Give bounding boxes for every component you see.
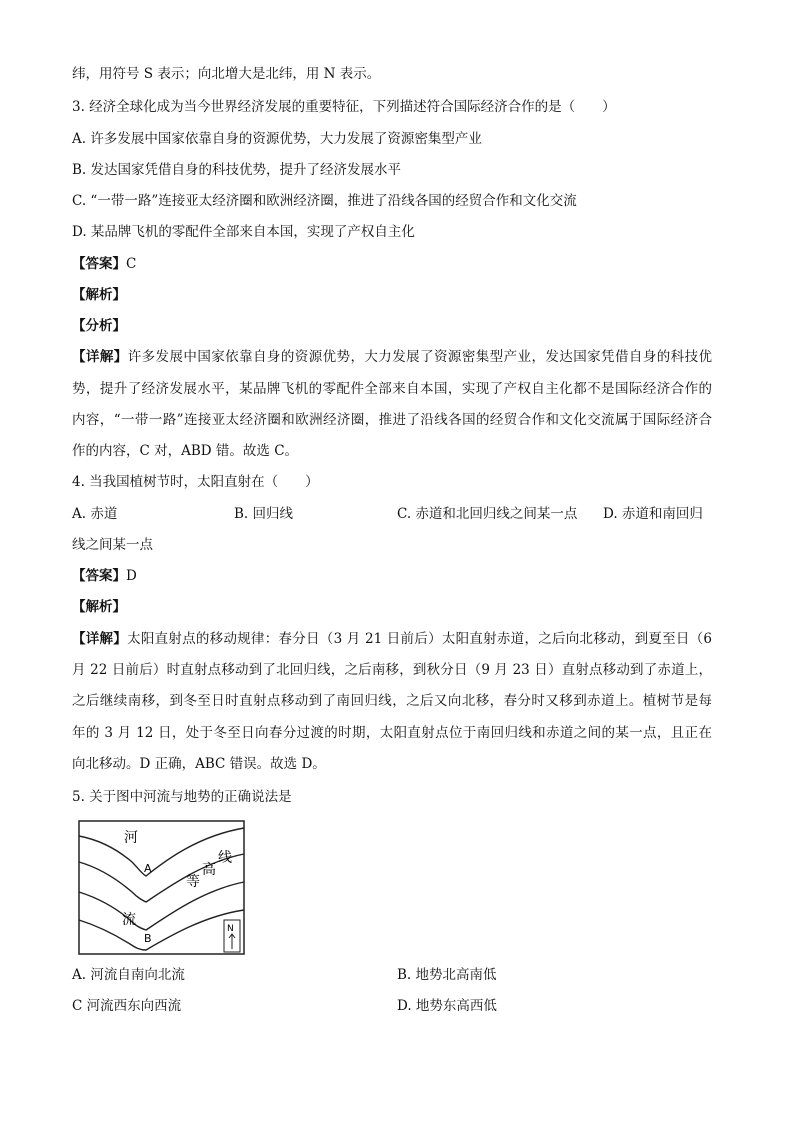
q4-answer <box>72 566 137 586</box>
north-label: N <box>227 924 234 934</box>
q4-option-d-wrap: 线之间某一点 <box>72 537 153 553</box>
q3-option-b: B. 发达国家凭借自身的科技优势，提升了经济发展水平 <box>72 162 402 178</box>
q4-detail-line-1 <box>72 629 712 649</box>
q4-option-c: C. 赤道和北回归线之间某一点 <box>397 506 578 522</box>
q5-option-a: A. 河流自南向北流 <box>72 967 185 983</box>
q4-option-a: A. 赤道 <box>72 506 118 522</box>
contour-map <box>78 820 246 956</box>
q3-option-a: A. 许多发展中国家依靠自身的资源优势，大力发展了资源密集型产业 <box>72 131 482 147</box>
q4-detail-line-4: 年的 3 月 12 日，处于冬至日向春分过渡的时期，太阳直射点位于南回归线和赤道之间的某一点，且正在 <box>72 725 712 741</box>
q3-detail-line-3: 内容，“一带一路”连接亚太经济圈和欧洲经济圈，推进了沿线各国的经贸合作和文化交流属于国际经济合 <box>72 412 712 428</box>
point-a-label: A <box>144 862 152 875</box>
answer-value: C <box>126 256 137 272</box>
q5-option-d: D. 地势东高西低 <box>397 998 497 1014</box>
q3-answer <box>72 254 136 274</box>
q3-stem: 3. 经济全球化成为当今世界经济发展的重要特征，下列描述符合国际经济合作的是（ ） <box>72 99 616 115</box>
point-b-label: B <box>144 932 152 945</box>
map-frame <box>79 821 244 954</box>
q5-stem: 5. 关于图中河流与地势的正确说法是 <box>72 789 292 805</box>
q4-stem: 4. 当我国植树节时，太阳直射在（ ） <box>72 474 319 490</box>
detail-text: 许多发展中国家依靠自身的资源优势，大力发展了资源密集型产业，发达国家凭借自身的科技优 <box>127 349 713 365</box>
q3-detail-line-1 <box>72 347 712 367</box>
q5-option-c: C 河流西东向西流 <box>72 998 182 1014</box>
map-label-liu: 流 <box>122 912 136 928</box>
q4-detail-line-5: 向北移动。D 正确，ABC 错误。故选 D。 <box>72 756 326 772</box>
map-label-he: 河 <box>124 830 138 846</box>
answer-tag: 【答案】 <box>72 256 126 272</box>
answer-value: D <box>126 568 137 584</box>
intro-text: 纬，用符号 S 表示；向北增大是北纬，用 N 表示。 <box>72 66 381 82</box>
map-label-deng: 等 <box>186 874 200 890</box>
detail-tag: 【详解】 <box>72 349 128 365</box>
q5-option-b: B. 地势北高南低 <box>397 967 497 983</box>
q3-detail-line-2: 势，提升了经济发展水平，某品牌飞机的零配件全部来自本国，实现了产权自主化都不是国际经济合作的 <box>72 381 712 397</box>
answer-tag: 【答案】 <box>72 568 126 584</box>
detail-text: 太阳直射点的移动规律：春分日（3 月 21 日前后）太阳直射赤道，之后向北移动，到夏至日（6 <box>127 631 713 647</box>
q3-option-c: C. “一带一路”连接亚太经济圈和欧洲经济圈，推进了沿线各国的经贸合作和文化交流 <box>72 193 577 209</box>
detail-tag: 【详解】 <box>72 631 128 647</box>
q3-fenxi-tag: 【分析】 <box>72 318 126 334</box>
q4-detail-line-3: 之后继续南移，到冬至日时直射点移动到了南回归线，之后又向北移，春分时又移到赤道上。植树节是每 <box>72 693 712 709</box>
map-label-gao: 高 <box>202 862 216 878</box>
q3-detail-line-4: 作的内容，C 对，ABD 错。故选 C。 <box>72 443 299 459</box>
q3-jiexi-tag: 【解析】 <box>72 287 126 303</box>
q4-option-d: D. 赤道和南回归 <box>603 506 703 522</box>
q4-jiexi-tag: 【解析】 <box>72 599 126 615</box>
q3-option-d: D. 某品牌飞机的零配件全部来自本国，实现了产权自主化 <box>72 224 415 240</box>
q4-detail-line-2: 月 22 日前后）时直射点移动到了北回归线，之后南移，到秋分日（9 月 23 日）直射点移动到了赤道上， <box>72 662 712 678</box>
q4-option-b: B. 回归线 <box>234 506 294 522</box>
map-label-xian: 线 <box>218 850 232 866</box>
